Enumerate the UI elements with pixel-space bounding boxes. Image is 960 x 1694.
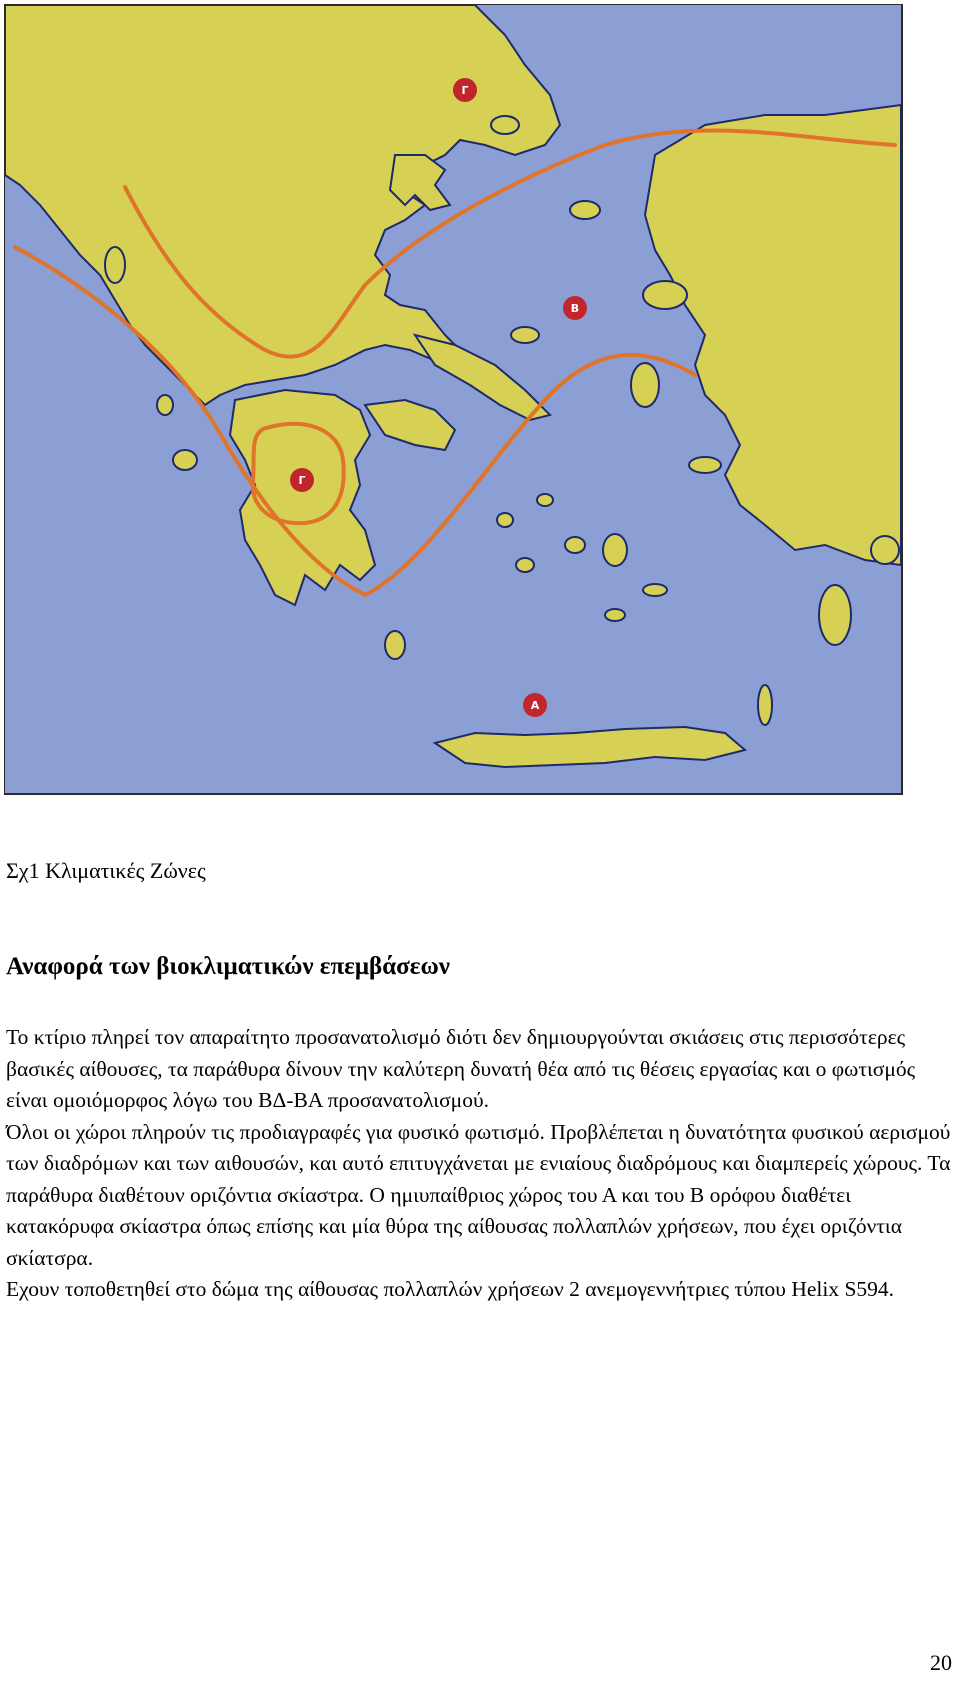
zone-label-beta: Β [570,302,580,315]
zone-label-alpha: Α [530,699,540,712]
paragraph: Όλοι οι χώροι πληρούν τις προδιαγραφές για φυσικό φωτισμό. Προβλέπεται η δυνατότητα φυσικού αερισμού των διαδρόμων και των αιθουσών, και αυτό επιτυγχάνεται με ενιαίους διαδρόμους και διαμπερείς χώρους. Τα παράθυρα διαθέτουν οριζόντια σκίαστρα. Ο ημιυπαίθριος χώρος του Α και του Β ορόφου διαθέτει κατακόρυφα σκίαστρα όπως επίσης και μία θύρα της αίθουσας πολλαπλών χρήσεων, που έχει οριζόντια σκίατσρα. [6,1119,951,1270]
section-heading: Αναφορά των βιοκλιματικών επεμβάσεων [6,953,450,980]
figure-caption: Σχ1 Κλιματικές Ζώνες [6,858,206,883]
body-text [6,1022,956,1306]
climate-zones-map [4,4,903,795]
paragraph: Το κτίριο πληρεί τον απαραίτητο προσανατολισμό διότι δεν δημιουργούνται σκιάσεις στις περισσότερες βασικές αίθουσες, τα παράθυρα δίνουν την καλύτερη δυνατή θέα από τις θέσεις εργασίας και ο φωτισμός είναι ομοιόμορφος λόγω του ΒΔ-ΒΑ προσανατολισμού. [6,1025,916,1112]
zone-label-gamma-peloponnese: Γ [298,474,306,487]
paragraph: Εχουν τοποθετηθεί στο δώμα της αίθουσας πολλαπλών χρήσεων 2 ανεμογεννήτριες τύπου Helix S594. [6,1277,895,1301]
zone-label-gamma-north: Γ [461,84,469,97]
map-graphic [5,5,901,793]
page-number: 20 [930,1650,952,1675]
